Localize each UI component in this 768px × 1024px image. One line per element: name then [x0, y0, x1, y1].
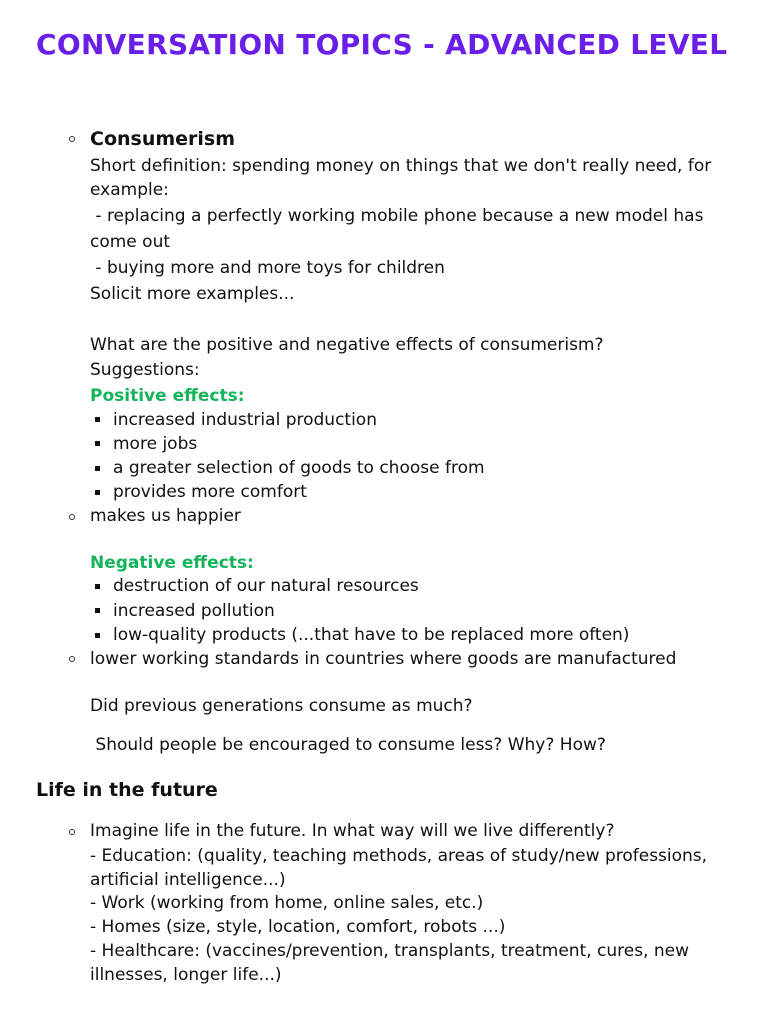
solicit-examples: Solicit more examples... [90, 284, 295, 304]
circle-bullet-icon [69, 514, 75, 520]
previous-generations-question: Did previous generations consume as much? [90, 696, 473, 716]
positive-item: a greater selection of goods to choose from [113, 458, 485, 478]
negative-effects-heading: Negative effects: [90, 553, 254, 573]
page-title: CONVERSATION TOPICS - ADVANCED LEVEL [36, 28, 728, 61]
negative-item: destruction of our natural resources [113, 576, 419, 596]
definition-line-2: example: [90, 180, 169, 200]
definition-line-1: Short definition: spending money on things that we don't really need, for [90, 156, 712, 176]
positive-item: provides more comfort [113, 482, 307, 502]
square-bullet-icon [95, 608, 100, 613]
circle-bullet-icon [69, 136, 75, 142]
example-1-line-2: come out [90, 232, 171, 252]
example-1-line-1: - replacing a perfectly working mobile phone because a new model has [90, 206, 704, 226]
square-bullet-icon [95, 441, 100, 446]
square-bullet-icon [95, 490, 100, 495]
consumerism-heading: Consumerism [90, 128, 236, 150]
square-bullet-icon [95, 417, 100, 422]
future-healthcare-line-1: - Healthcare: (vaccines/prevention, transplants, treatment, cures, new [90, 941, 690, 961]
future-work: - Work (working from home, online sales, etc.) [90, 893, 484, 913]
effects-question: What are the positive and negative effects of consumerism? [90, 335, 604, 355]
negative-item: increased pollution [113, 601, 275, 621]
example-2: - buying more and more toys for children [90, 258, 445, 278]
suggestions-label: Suggestions: [90, 360, 200, 380]
future-education-line-1: - Education: (quality, teaching methods, areas of study/new professions, [90, 846, 708, 866]
positive-item: more jobs [113, 434, 198, 454]
square-bullet-icon [95, 633, 100, 638]
future-homes: - Homes (size, style, location, comfort, robots ...) [90, 917, 506, 937]
positive-effects-heading: Positive effects: [90, 386, 245, 406]
future-healthcare-line-2: illnesses, longer life...) [90, 965, 282, 985]
circle-bullet-icon [69, 829, 75, 835]
square-bullet-icon [95, 466, 100, 471]
future-intro: Imagine life in the future. In what way will we live differently? [90, 821, 615, 841]
negative-extra-item: lower working standards in countries where goods are manufactured [90, 649, 677, 669]
square-bullet-icon [95, 584, 100, 589]
positive-extra-item: makes us happier [90, 506, 241, 526]
circle-bullet-icon [69, 656, 75, 662]
negative-item: low-quality products (...that have to be replaced more often) [113, 625, 630, 645]
future-education-line-2: artificial intelligence...) [90, 870, 286, 890]
positive-item: increased industrial production [113, 410, 377, 430]
consume-less-question: Should people be encouraged to consume less? Why? How? [90, 735, 606, 755]
future-heading: Life in the future [36, 779, 218, 801]
